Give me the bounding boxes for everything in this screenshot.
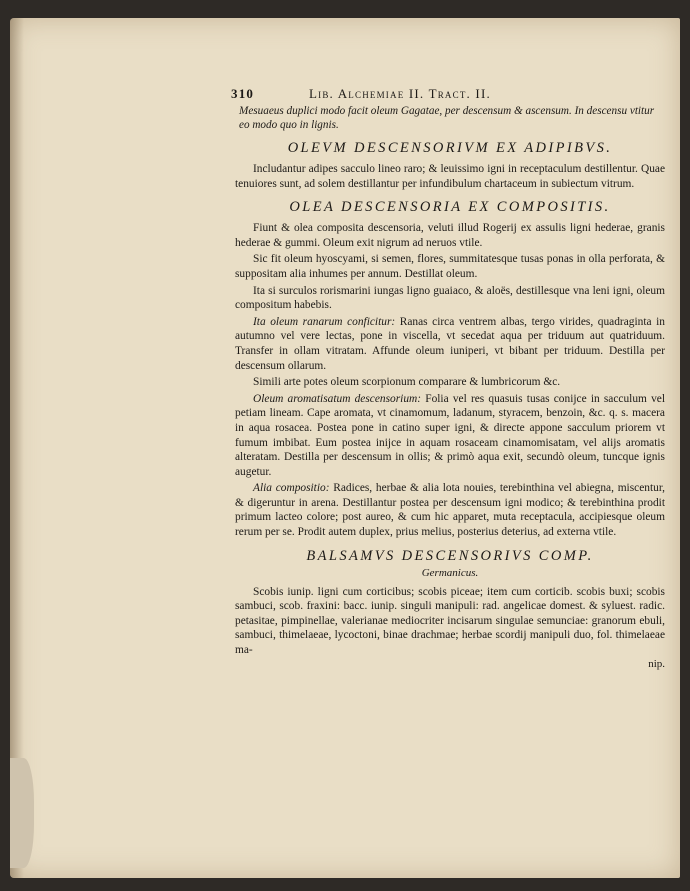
catchword: nip. [648,657,665,670]
section-title: OLEVM DESCENSORIVM EX ADIPIBVS. [287,140,613,156]
paragraph: Includantur adipes sacculo lineo raro; & leuissimo igni in receptaculum destillentur. Quae tenuiores sunt, ad solem destillantur per infundibulum chartaceum in subiectum vitrum. [235,163,665,190]
running-head [231,86,665,102]
text-block [231,86,666,670]
gutter-shadow [10,18,24,878]
book-page [10,18,680,878]
paragraph: Scobis iunip. ligni cum corticibus; scobis piceae; item cum corticib. scobis buxi; scobis sambuci, scob. fraxini: bacc. iunip. singuli manipuli: rad. angelicae domest. & syluest. radic. petasitae, pimpinellae, valerianae mediocriter incisarum singulae semunciae: granorum ebuli, sambuci, thimelaeae, lycoctoni, binae drachmae; herbae scordij manipuli duo, fol. thimelaeae ma- [235,585,665,657]
paragraph: Oleum aromatisatum descensorium: Folia vel res quasuis tusas conijce in sacculum vel petiam lineam. Cape aromata, vt cinamomum, ladanum, styracem, benzoin, &c. q. s. macera in aqua rosacea. Postea pone in catino super igni, & directe appone sacculum priorem vt fumum imbibat. Eum postea inijce in aquam rosaceam cinamomisatam, vel alijs aromatis alteratam. Destilla per descensum in ollis; & primò aqua exit, secundò oleum, tuncque ignis augetur. [235,392,666,478]
section-title: BALSAMVS DESCENSORIVS COMP. [306,547,594,564]
torn-corner [10,758,34,868]
intro-note: Mesuaeus duplici modo facit oleum Gagatae, per descensum & ascensum. In descensu vtitur eo modo quo in lignis. [239,105,655,131]
paragraph: Alia compositio: Radices, herbae & alia lota nouies, terebinthina vel abiegna, miscentur, & digeruntur in arena. Destillantur postea per descensum igni modico; & terebinthina prodit primum lacteo colore; post aureo, & cum hic apparet, muta receptacula, accipiesque oleum rerum per se. Prodit autem duplex, prius melius, posterius deterius, ad externa vtile. [235,482,665,539]
paragraph: Ita si surculos rorismarini iungas ligno guaiaco, & aloës, destillesque vna leni igni, oleum compositum habebis. [235,284,665,312]
page-number: 310 [231,86,255,101]
running-title: Lib. Alchemiae II. Tract. II. [309,86,491,101]
paragraph: Sic fit oleum hyoscyami, si semen, flores, summitatesque tusas ponas in olla perforata, & suppositam alia inhumes per annum. Destillat oleum. [235,253,665,280]
section-title: OLEA DESCENSORIA EX COMPOSITIS. [289,199,611,216]
paragraph: Ita oleum ranarum conficitur: Ranas circa ventrem albas, tergo virides, quadraginta in autumno vel vere lectas, pone in viscella, vt secedat aqua per triduum aut quatriduum. Transfer in ollam vitratam. Affunde oleum iuniperi, vt bibant per triduum. Destilla per descensum ollarum. [235,315,665,372]
paragraph: Simili arte potes oleum scorpionum comparare & lumbricorum &c. [253,376,561,389]
section-subtitle: Germanicus. [421,566,479,579]
paragraph: Fiunt & olea composita descensoria, veluti illud Rogerij ex assulis ligni hederae, granis hederae & gummi. Oleum exit nigrum ad neruos vtile. [235,222,665,249]
